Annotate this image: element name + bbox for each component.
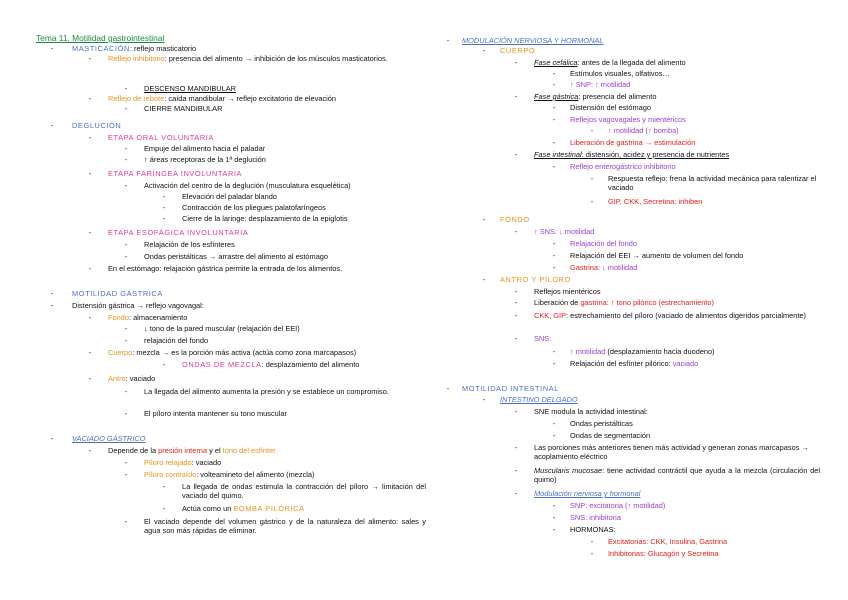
hormonas-inhibitorias: Inhibitorias: Glucagón y Secretina [608, 549, 719, 558]
reflejo-inhibitorio: Reflejo inhibitorio: presencia del alimento → inhibición de los músculos masticatorios. [108, 54, 388, 63]
antro-sub-1: La llegada del alimento aumenta la presión y se establece un compromiso. [144, 387, 389, 396]
vaciado-depende: Depende de la presión interna y el tono del esfínter [108, 446, 276, 455]
sns-inhibitoria: SNS: inhibitoria [570, 513, 621, 522]
intestino-delgado-heading: INTESTINO DELGADO [500, 395, 578, 404]
esofagica-item-1: Relajación de los esfínteres [144, 240, 235, 249]
hormonas: HORMONAS: [570, 525, 616, 534]
antro-reflejos: Reflejos mientéricos [534, 287, 601, 296]
cefalica-sub-2: ↑ SNP: ↑ motilidad [570, 80, 631, 89]
estomago-relajacion: En el estómago: relajación gástrica permite la entrada de los alimentos. [108, 264, 343, 273]
fondo-heading: FONDO [500, 215, 530, 224]
esofagica-item-2: Ondas peristálticas → arrastre del alimento al estómago [144, 252, 329, 261]
antro-item: Antro: vaciado [108, 374, 156, 383]
gastrica-sub-2a: ↑ motilidad (↑ bomba) [608, 126, 679, 135]
faringea-item-1: Activación del centro de la deglución (musculatura esquelética) [144, 181, 351, 190]
fase-gastrica: Fase gástrica: presencia del alimento [534, 92, 657, 101]
fondo-relajacion: Relajación del fondo [570, 239, 637, 248]
sns-motilidad: ↑ motilidad (desplazamiento hacia duodeno) [570, 347, 715, 356]
oral-item-1: Empuje del alimento hacia el paladar [144, 144, 266, 153]
oral-item-2: ↑ áreas receptoras de la 1ª deglución [144, 155, 266, 164]
gastrica-sub-2: Reflejos vagovagales y mientéricos [570, 115, 686, 124]
fase-intestinal: Fase intestinal: distensión, acidez y presencia de nutrientes [534, 150, 730, 159]
faringea-sub-1: Elevación del paladar blando [182, 192, 277, 201]
modulacion-nh: Modulación nerviosa y hormonal [534, 489, 641, 498]
gastrica-sub-3: Liberación de gastrina → estimulación [570, 138, 696, 147]
ondas-peristalticas: Ondas peristálticas [570, 419, 633, 428]
intestinal-sub-1: Reflejo enterogástrico inhibitorio [570, 162, 676, 171]
ondas-segmentacion: Ondas de segmentación [570, 431, 651, 440]
ondas-mezcla: ONDAS DE MEZCLA: desplazamiento del alimento [182, 360, 360, 369]
etapa-faringea: ETAPA FARÍNGEA INVOLUNTARIA [108, 169, 243, 178]
fase-cefalica: Fase cefálica: antes de la llegada del alimento [534, 58, 686, 67]
sne-modula: SNE modula la actividad intestinal: [534, 407, 648, 416]
masticacion-heading: MASTICACIÓN: reflejo masticatorio [72, 44, 197, 53]
descenso-mandibular: DESCENSO MANDIBULAR [144, 84, 236, 93]
cierre-mandibular: CIERRE MANDIBULAR [144, 104, 223, 113]
bomba-pilorica: Actúa como un BOMBA PILÓRICA [182, 504, 305, 513]
cefalica-sub-1: Estímulos visuales, olfativos… [570, 69, 670, 78]
cuerpo-heading: CUERPO [500, 46, 536, 55]
piloro-contraido-sub-1: La llegada de ondas estimula la contracción del píloro → limitación del vaciado del quimo. [182, 482, 426, 500]
faringea-sub-3: Cierre de la laringe: desplazamiento de la epiglotis [182, 214, 348, 223]
intestinal-sub-1b: GIP, CKK, Secretina: inhiben [608, 197, 703, 206]
snp-excitatoria: SNP: excitatoria (↑ motilidad) [570, 501, 666, 510]
fondo-sns: ↑ SNS: ↓ motilidad [534, 227, 595, 236]
motilidad-intestinal-heading: MOTILIDAD INTESTINAL [462, 384, 560, 393]
deglucion-heading: DEGLUCIÓN [72, 121, 122, 130]
faringea-sub-2: Contracción de los pliegues palatofaríngeos [182, 203, 326, 212]
fondo-eei: Relajación del EEI → aumento de volumen del fondo [570, 251, 744, 260]
fondo-sub-2: relajación del fondo [144, 336, 209, 345]
antro-piloro-heading: ANTRO Y PÍLORO [500, 275, 571, 284]
page-title: Tema 11. Motilidad gastrointestinal [36, 33, 165, 43]
fondo-gastrina: Gastrina: ↓ motilidad [570, 263, 638, 272]
piloro-contraido: Píloro contraído: volteamineto del alimento (mezcla) [144, 470, 315, 479]
piloro-relajado: Píloro relajado: vaciado [144, 458, 222, 467]
vaciado-gastrico-heading: VACIADO GÁSTRICO [72, 434, 146, 443]
antro-sns: SNS: [534, 334, 552, 343]
antro-sub-2: El píloro intenta mantener su tono muscular [144, 409, 287, 418]
fondo-item: Fondo: almacenamiento [108, 313, 188, 322]
motilidad-gastrica-heading: MOTILIDAD GÁSTRICA [72, 289, 163, 298]
intestinal-sub-1a: Respuesta reflejo: frena la actividad mecánica para ralentizar el vaciado [608, 174, 817, 192]
vaciado-volumen: El vaciado depende del volumen gástrico y de la naturaleza del alimento: sales y agua son más rápidas de eliminar. [144, 517, 426, 535]
antro-ckk-gip: CKK, GIP: estrechamiento del píloro (vaciado de alimentos digeridos parcialmente) [534, 311, 806, 320]
antro-gastrina: Liberación de gastrina: ↑ tono pilórico (estrechamiento) [534, 298, 714, 307]
modulacion-heading: MODULACIÓN NERVIOSA Y HORMONAL [462, 36, 604, 45]
muscularis-mucosae: Muscularis mucosae: tiene actividad contráctil que ayuda a la mezcla (circulación del quimo) [534, 466, 820, 484]
reflejo-rebote: Reflejo de rebote: caída mandibular → reflejo excitatorio de elevación [108, 94, 337, 103]
etapa-esofagica: ETAPA ESOFÁGICA INVOLUNTARIA [108, 228, 249, 237]
etapa-oral: ETAPA ORAL VOLUNTARIA [108, 133, 214, 142]
porciones-anteriores: Las porciones más anteriores tienen más actividad y generan zonas marcapasos → acoplamiento eléctrico [534, 443, 809, 461]
sns-relajacion: Relajación del esfínter pilórico: vaciado [570, 359, 699, 368]
fondo-sub-1: ↓ tono de la pared muscular (relajación del EEI) [144, 324, 300, 333]
gastrica-sub-1: Distensión del estómago [570, 103, 651, 112]
hormonas-excitatorias: Excitatorias: CKK, Insulina, Gastrina [608, 537, 728, 546]
cuerpo-item: Cuerpo: mezcla → es la porción más activa (actúa como zona marcapasos) [108, 348, 357, 357]
distension-gastrica: Distensión gástrica → reflejo vagovagal: [72, 301, 204, 310]
